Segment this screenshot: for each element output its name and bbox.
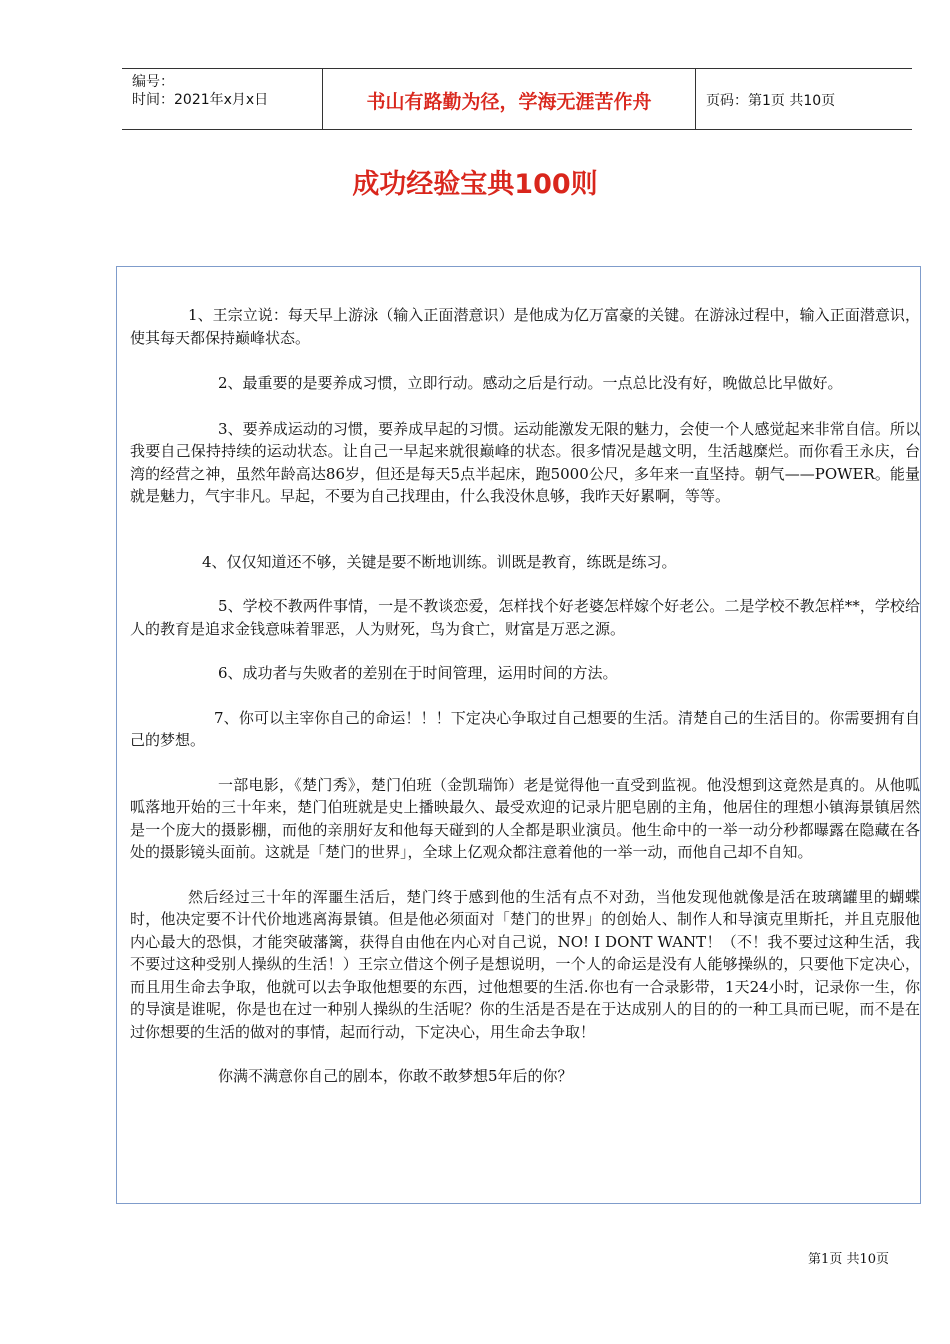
content-body bbox=[130, 304, 920, 1088]
page-header bbox=[122, 68, 912, 130]
paragraph-7: 7、你可以主宰你自己的命运！！！下定决心争取过自己想要的生活。清楚自己的生活目的。你需要拥有自己的梦想。 bbox=[130, 708, 920, 749]
paragraph-4: 4、仅仅知道还不够，关键是要不断地训练。训既是教育，练既是练习。 bbox=[202, 552, 677, 571]
paragraph-8: 一部电影，《楚门秀》，楚门伯班（金凯瑞饰）老是觉得他一直受到监视。他没想到这竟然是真的。从他呱呱落地开始的三十年来，楚门伯班就是史上播映最久、最受欢迎的记录片肥皂剧的主角，他居住的理想小镇海景镇居然是一个庞大的摄影棚，而他的亲朋好友和他每天碰到的人全都是职业演员。他生命中的一举一动分秒都曝露在隐藏在各处的摄影镜头面前。这就是「楚门的世界」，全球上亿观众都注意着他的一举一动，而他自己却不自知。 bbox=[130, 775, 920, 861]
paragraph-2: 2、最重要的是要养成习惯，立即行动。感动之后是行动。一点总比没有好，晚做总比早做好。 bbox=[218, 374, 843, 392]
paragraph-5: 5、学校不教两件事情，一是不教谈恋爱，怎样找个好老婆怎样嫁个好老公。二是学校不教怎样**，学校给人的教育是追求金钱意味着罪恶，人为财死，鸟为食亡，财富是万恶之源。 bbox=[130, 597, 920, 638]
page-footer: 第1页 共10页 bbox=[808, 1252, 889, 1267]
header-meta-cell bbox=[122, 69, 323, 129]
paragraph-1: 1、王宗立说：每天早上游泳（输入正面潜意识）是他成为亿万富豪的关键。在游泳过程中，输入正面潜意识，使其每天都保持巅峰状态。 bbox=[130, 306, 920, 347]
header-motto: 书山有路勤为径，学海无涯苦作舟 bbox=[366, 91, 652, 113]
document-title: 成功经验宝典100则 bbox=[352, 169, 598, 200]
paragraph-6: 6、成功者与失败者的差别在于时间管理，运用时间的方法。 bbox=[218, 664, 618, 682]
header-motto-cell bbox=[323, 69, 696, 129]
header-page-info: 页码：第1页 共10页 bbox=[706, 93, 836, 109]
paragraph-10: 你满不满意你自己的剧本，你敢不敢梦想5年后的你？ bbox=[218, 1067, 573, 1085]
paragraph-9: 然后经过三十年的浑噩生活后，楚门终于感到他的生活有点不对劲，当他发现他就像是活在玻璃罐里的蝴蝶时，他决定要不计代价地逃离海景镇。但是他必须面对「楚门的世界」的创始人、制作人和导演克里斯托，并且克服他内心最大的恐惧，才能突破藩篱，获得自由他在内心对自己说，NO! I DONT WANT！（不！我不要过这种生活，我不要过这种受别人操纵的生活！）王宗立借这个例子是想说明，一个人的命运是没有人能够操纵的，只要他下定决心，而且用生命去争取，他就可以去争取他想要的东西，过他想要的生活.你也有一合录影带，1天24小时，记录你一生，你的导演是谁呢，你是也在过一种别人操纵的生活呢？你的生活是否是在于达成别人的目的的一种工具而已呢，而不是在过你想要的生活的做对的事情，起而行动，下定决心，用生命去争取！ bbox=[130, 887, 920, 1041]
document-time-label: 时间：2021年x月x日 bbox=[132, 92, 269, 108]
paragraph-3: 3、要养成运动的习惯，要养成早起的习惯。运动能激发无限的魅力，会使一个人感觉起来非常自信。所以我要自己保持持续的运动状态。让自己一早起来就很巅峰的状态。很多情况是越文明，生活越糜烂。而你看王永庆，台湾的经营之神，虽然年龄高达86岁，但还是每天5点半起床，跑5000公尺，多年来一直坚持。朝气——POWER。能量就是魅力，气宇非凡。早起，不要为自己找理由，什么我没休息够，我昨天好累啊，等等。 bbox=[130, 419, 920, 505]
header-page-cell bbox=[696, 69, 912, 129]
document-number-label: 编号： bbox=[132, 74, 174, 90]
